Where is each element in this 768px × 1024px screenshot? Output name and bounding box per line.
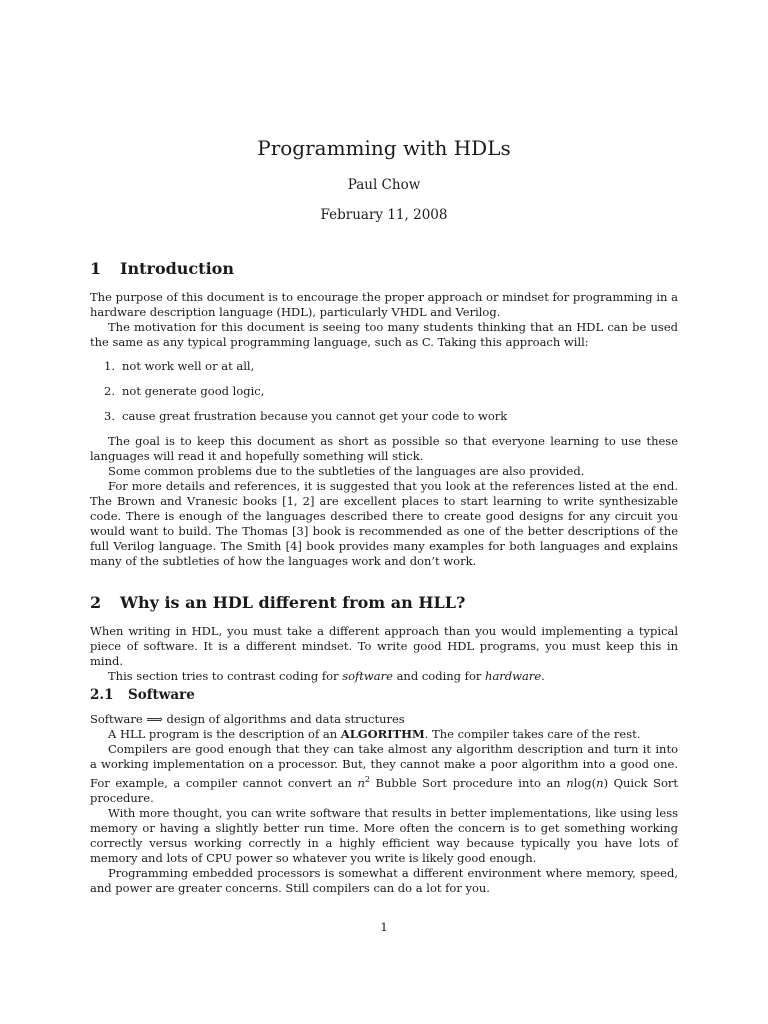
- section-1-heading: [90, 258, 234, 280]
- algorithm-term: ALGORITHM: [340, 727, 425, 741]
- subsection-2-1-heading: [90, 686, 195, 704]
- section-1-body: [90, 434, 678, 569]
- paragraph: For more details and references, it is suggested that you look at the references listed at the end. The Brown and Vranesic books [1, 2] are excellent places to start learning to write synthesizable code. There is enough of the languages described there to create good designs for any circuit you would want to build. The Thomas [3] book is recommended as one of the better descriptions of the full Verilog language. The Smith [4] book provides many examples for both languages and explains many of the subtleties of how the languages work and don’t work.: [90, 479, 678, 568]
- software-term: software: [342, 669, 393, 683]
- list-item-number: 1.: [104, 359, 115, 373]
- subsection-number: 2.1: [90, 687, 114, 703]
- paragraph: The purpose of this document is to encourage the proper approach or mindset for programming in a hardware description language (HDL), particularly VHDL and Verilog.: [90, 290, 678, 319]
- list-item-text: not work well or at all,: [122, 359, 255, 373]
- section-title: Why is an HDL different from an HLL?: [120, 593, 466, 612]
- list-item: [104, 384, 678, 399]
- hardware-term: hardware: [485, 669, 542, 683]
- subsection-title: Software: [128, 687, 195, 703]
- list-item-text: cause great frustration because you cannot get your code to work: [122, 409, 508, 423]
- paragraph: This section tries to contrast coding for software and coding for hardware.: [108, 669, 545, 683]
- list-item-text: not generate good logic,: [122, 384, 265, 398]
- section-2-body: [90, 624, 678, 684]
- paragraph: Some common problems due to the subtleties of the languages are also provided.: [108, 464, 585, 478]
- paragraph: The motivation for this document is seeing too many students thinking that an HDL can be used the same as any typical programming language, such as C. Taking this approach will:: [90, 320, 678, 349]
- paragraph: When writing in HDL, you must take a different approach than you would implementing a typical piece of software. It is a different mindset. To write good HDL programs, you must keep this in mind.: [90, 624, 678, 668]
- document-title: Programming with HDLs: [257, 136, 511, 160]
- section-title: Introduction: [120, 259, 234, 278]
- list-item: [104, 409, 678, 424]
- list-item: [104, 359, 678, 374]
- document-date: February 11, 2008: [320, 207, 448, 223]
- section-number: 1: [90, 259, 102, 278]
- enumerated-list: [104, 359, 678, 424]
- author-name: Paul Chow: [347, 177, 421, 193]
- paragraph: Compilers are good enough that they can take almost any algorithm description and turn it into a working implementation on a processor. But, they cannot make a poor algorithm into a good one. For example, a compiler cannot convert an $n^2$ Bubble Sort procedure into an nlog(n) Quick Sort procedure.: [90, 742, 678, 805]
- list-item-number: 2.: [104, 384, 115, 398]
- section-2-heading: [90, 592, 465, 614]
- paragraph: Software ⟹ design of algorithms and data structures: [90, 712, 405, 726]
- subsection-2-1-body: [90, 712, 678, 896]
- page-number: 1: [380, 920, 388, 934]
- paragraph: With more thought, you can write software that results in better implementations, like using less memory or having a slightly better run time. More often the concern is to get something working correctly versus working correctly in a highly efficient way because typically you have lots of memory and lots of CPU power so whatever you write is likely good enough.: [90, 805, 678, 865]
- paragraph: Programming embedded processors is somewhat a different environment where memory, speed, and power are greater concerns. Still compilers can do a lot for you.: [90, 865, 678, 895]
- list-item-number: 3.: [104, 409, 115, 423]
- section-number: 2: [90, 593, 102, 612]
- section-1-intro: [90, 290, 678, 350]
- paragraph: The goal is to keep this document as short as possible so that everyone learning to use these languages will read it and hopefully something will stick.: [90, 434, 678, 463]
- paragraph: A HLL program is the description of an ALGORITHM. The compiler takes care of the rest.: [108, 727, 641, 741]
